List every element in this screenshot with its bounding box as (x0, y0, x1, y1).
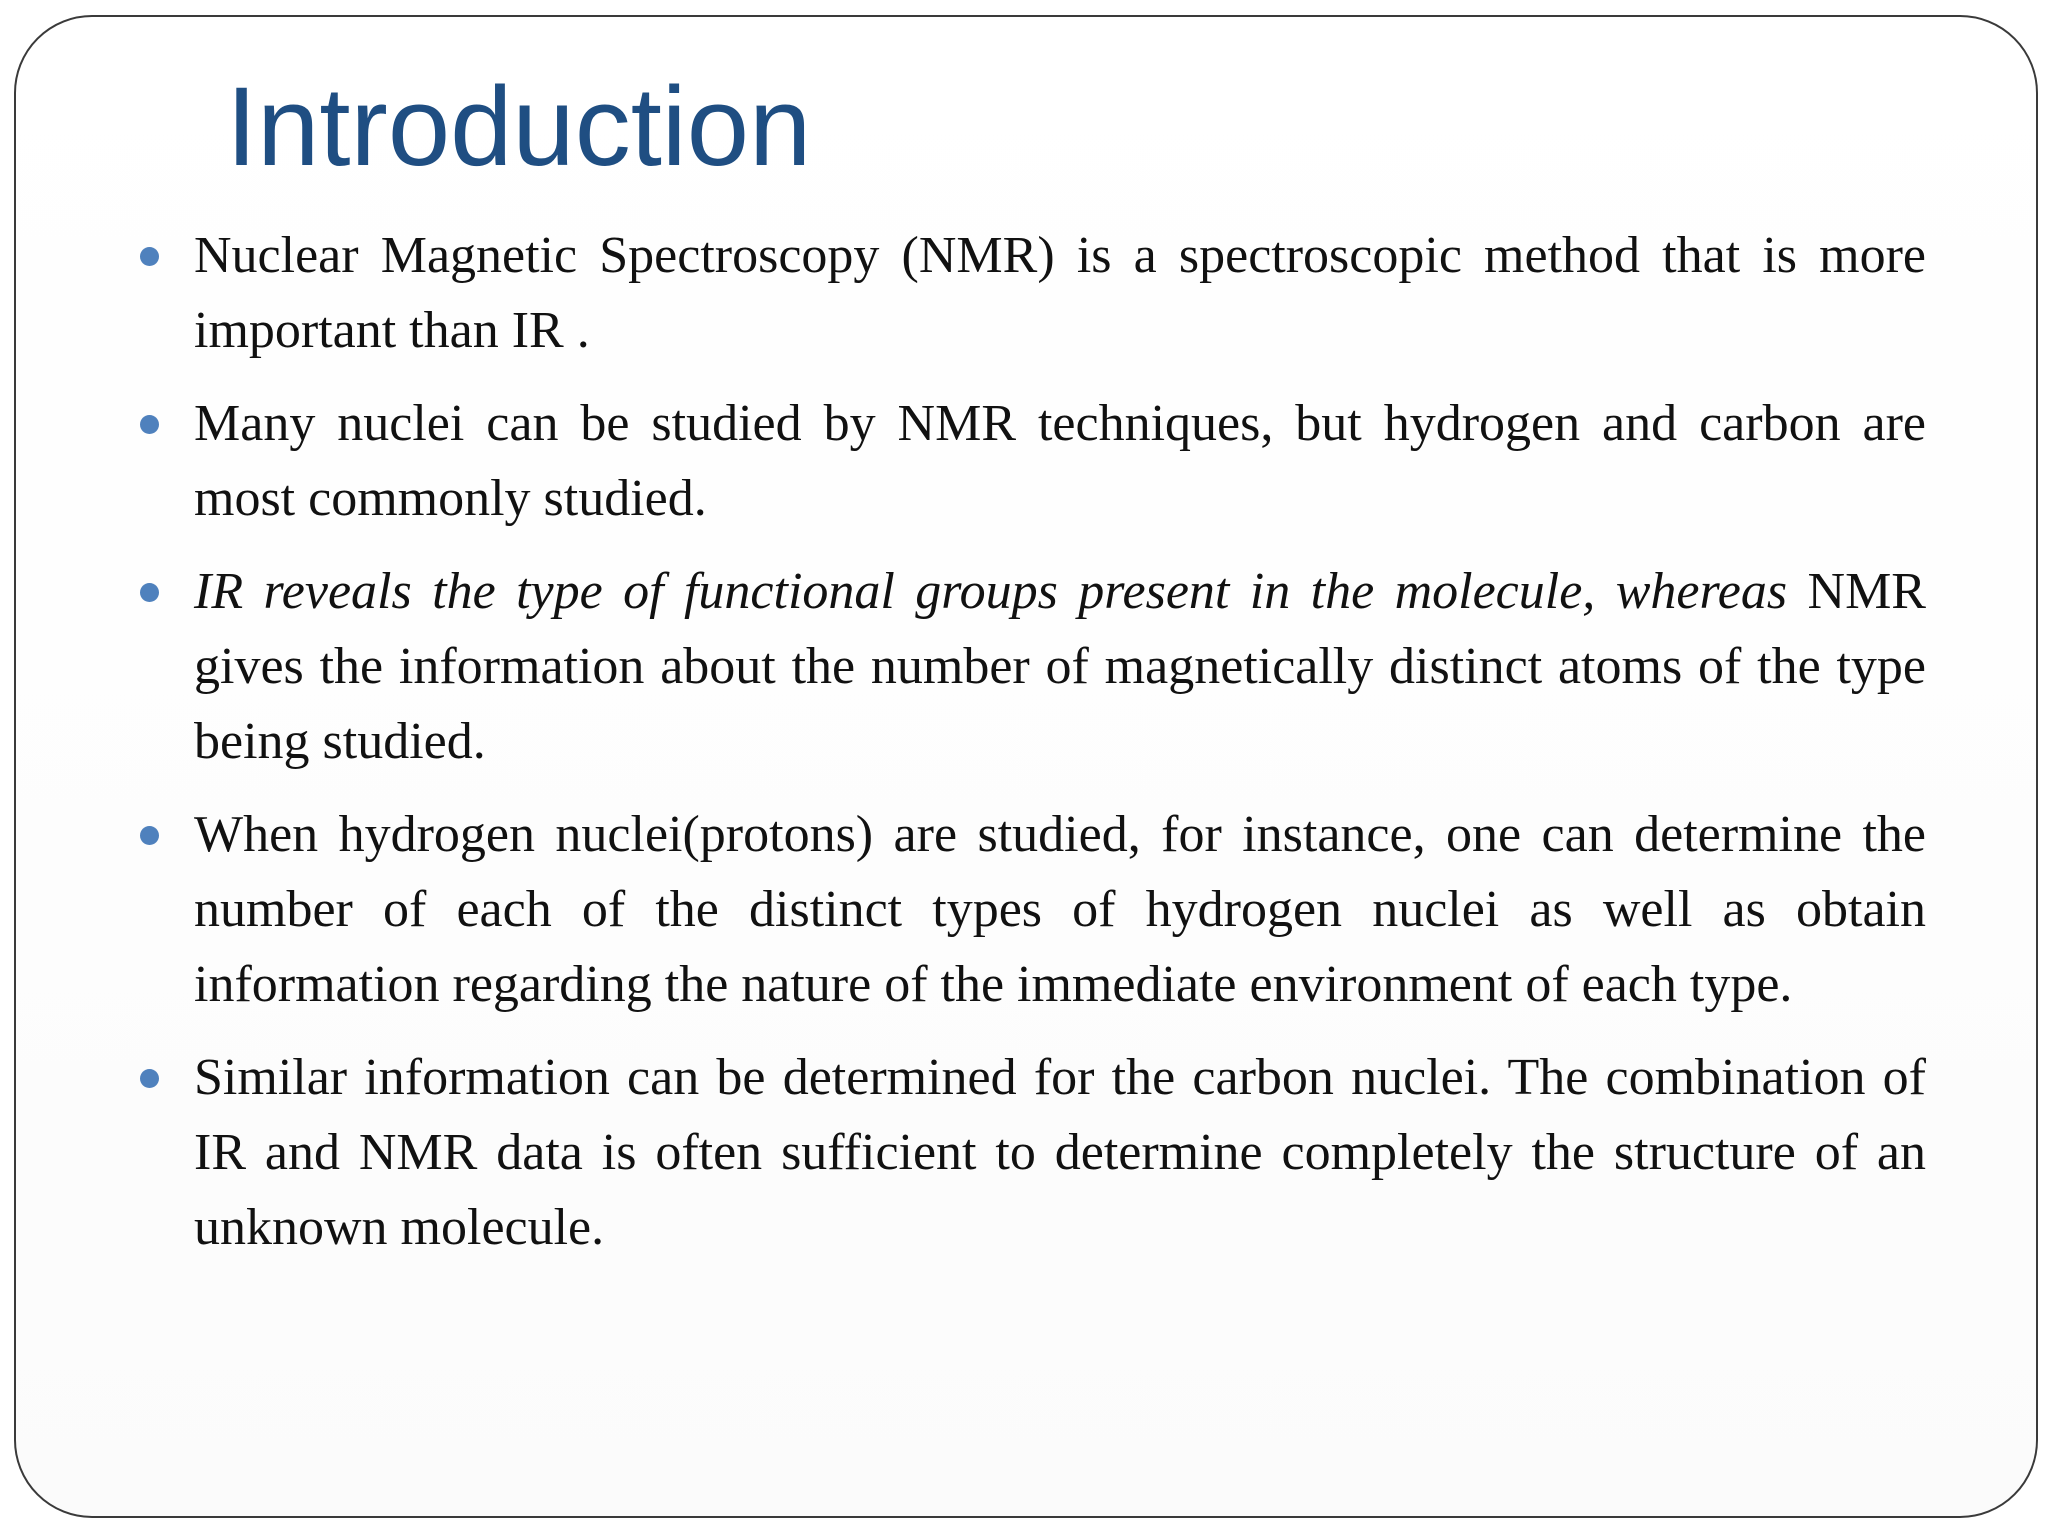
bullet-item-hydrogen-nuclei (132, 797, 1926, 1022)
bullet-italic-text: IR reveals the type of functional groups present in the molecule, whereas (194, 563, 1788, 620)
bullet-dot-icon (140, 583, 159, 602)
bullet-text: NMR gives the information about the number of magnetically distinct atoms of the type being studied. (194, 563, 1926, 770)
bullet-dot-icon (140, 826, 159, 845)
bullet-text: When hydrogen nuclei(protons) are studied, for instance, one can determine the number of each of the distinct types of hydrogen nuclei as well as obtain information regarding the nature of the immediate environment of each type. (194, 806, 1926, 1013)
bullet-item-nmr-definition (132, 218, 1926, 368)
bullet-text: Similar information can be determined for the carbon nuclei. The combination of IR and NMR data is often sufficient to determine completely the structure of an unknown molecule. (194, 1049, 1926, 1256)
bullet-item-nuclei-studied (132, 386, 1926, 536)
bullet-text: Many nuclei can be studied by NMR techniques, but hydrogen and carbon are most commonly studied. (194, 395, 1926, 527)
slide-title: Introduction (226, 64, 812, 189)
bullet-dot-icon (140, 247, 159, 266)
bullet-list (132, 218, 1926, 1283)
bullet-text: Nuclear Magnetic Spectroscopy (NMR) is a spectroscopic method that is more important than IR . (194, 227, 1926, 359)
bullet-item-ir-vs-nmr (132, 554, 1926, 779)
bullet-dot-icon (140, 1069, 159, 1088)
bullet-item-carbon-nuclei (132, 1040, 1926, 1265)
bullet-dot-icon (140, 415, 159, 434)
